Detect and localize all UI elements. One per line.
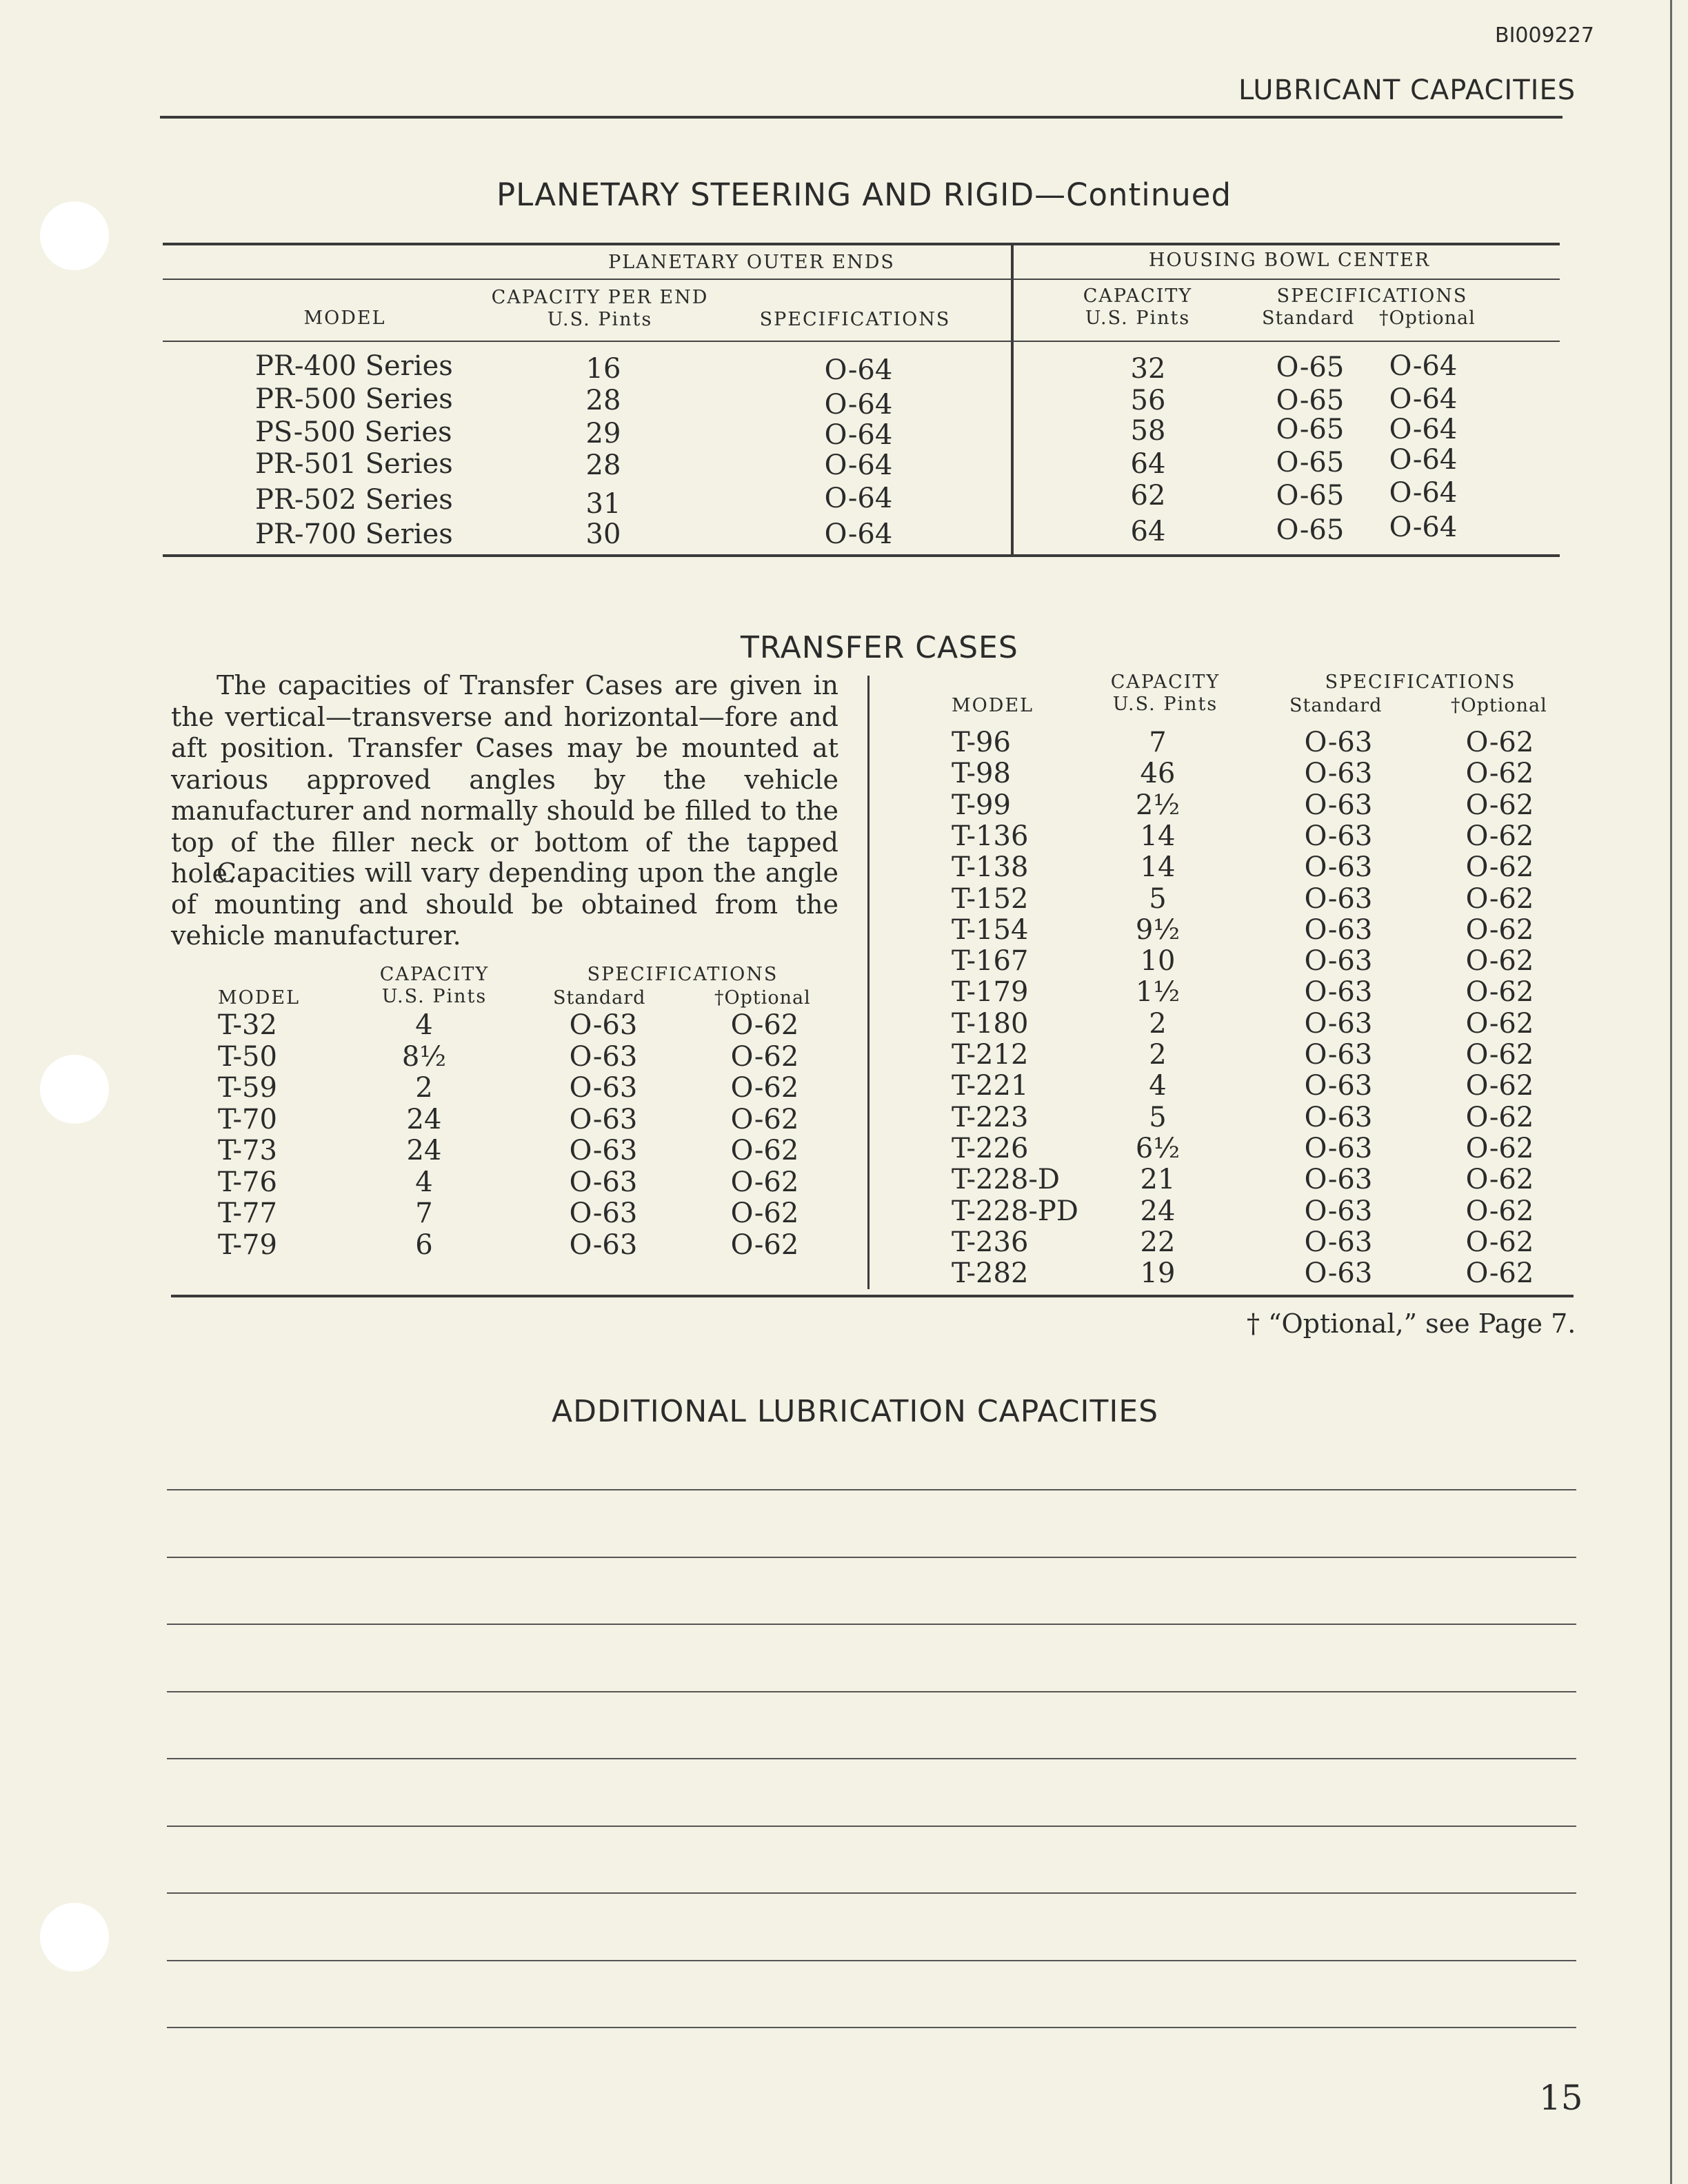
planetary-specification: O-64 bbox=[824, 518, 893, 550]
transfer-optional: O-62 bbox=[1465, 1007, 1534, 1040]
transfer-capacity: 24 bbox=[1140, 1195, 1176, 1227]
document-id: BI009227 bbox=[1495, 23, 1594, 48]
transfer-standard: O-63 bbox=[1304, 1101, 1373, 1133]
transfer-standard: O-63 bbox=[1304, 882, 1373, 915]
planetary-subheader-rule bbox=[163, 279, 1560, 280]
transfer-model: T-167 bbox=[952, 945, 1029, 978]
transfer-standard: O-63 bbox=[569, 1166, 638, 1198]
transfer-standard: O-63 bbox=[1304, 820, 1373, 852]
transfer-model: T-223 bbox=[952, 1101, 1029, 1133]
transfer-standard: O-63 bbox=[569, 1040, 638, 1073]
transfer-right-col-model: MODEL bbox=[952, 695, 1034, 716]
transfer-left-col-specifications: SPECIFICATIONS bbox=[587, 964, 778, 985]
blank-line bbox=[167, 1892, 1576, 1894]
transfer-capacity: 4 bbox=[1149, 1070, 1167, 1102]
running-head: LUBRICANT CAPACITIES bbox=[1238, 74, 1576, 106]
transfer-capacity: 19 bbox=[1140, 1257, 1176, 1290]
binder-hole-bottom bbox=[40, 1903, 109, 1972]
transfer-capacity: 10 bbox=[1140, 945, 1176, 978]
transfer-capacity: 14 bbox=[1140, 820, 1176, 852]
transfer-optional: O-62 bbox=[1465, 1226, 1534, 1258]
planetary-specification: O-64 bbox=[824, 483, 893, 514]
transfer-standard: O-63 bbox=[1304, 1039, 1373, 1071]
transfer-optional: O-62 bbox=[730, 1072, 799, 1104]
planetary-capacity: 28 bbox=[585, 449, 621, 481]
transfer-standard: O-63 bbox=[1304, 1132, 1373, 1164]
housing-capacity: 62 bbox=[1130, 480, 1166, 512]
transfer-standard: O-63 bbox=[1304, 1195, 1373, 1227]
transfer-standard: O-63 bbox=[1304, 976, 1373, 1009]
transfer-optional: O-62 bbox=[1465, 976, 1534, 1009]
transfer-standard: O-63 bbox=[1304, 1164, 1373, 1196]
transfer-optional: O-62 bbox=[1465, 1039, 1534, 1071]
header-rule bbox=[160, 116, 1563, 119]
transfer-column-divider bbox=[867, 676, 870, 1289]
transfer-capacity: 2½ bbox=[1135, 789, 1180, 821]
transfer-capacity: 2 bbox=[1149, 1039, 1167, 1071]
transfer-optional: O-62 bbox=[1465, 1164, 1534, 1196]
transfer-optional: O-62 bbox=[730, 1103, 799, 1135]
transfer-left-col-optional: †Optional bbox=[714, 987, 811, 1009]
blank-line bbox=[167, 1557, 1576, 1558]
planetary-table-bottom-rule bbox=[163, 554, 1560, 557]
housing-capacity: 64 bbox=[1130, 516, 1166, 547]
transfer-standard: O-63 bbox=[569, 1009, 638, 1041]
transfer-model: T-50 bbox=[218, 1040, 277, 1073]
transfer-standard: O-63 bbox=[1304, 913, 1373, 946]
blank-line bbox=[167, 1826, 1576, 1827]
transfer-standard: O-63 bbox=[569, 1228, 638, 1261]
blank-line bbox=[167, 1489, 1576, 1490]
transfer-capacity: 5 bbox=[1149, 1101, 1167, 1133]
transfer-optional: O-62 bbox=[1465, 820, 1534, 852]
page-edge-line bbox=[1670, 0, 1672, 2184]
transfer-capacity: 4 bbox=[415, 1166, 433, 1198]
housing-col-optional: †Optional bbox=[1379, 307, 1476, 329]
housing-capacity: 32 bbox=[1130, 353, 1166, 385]
transfer-right-col-specifications: SPECIFICATIONS bbox=[1325, 671, 1516, 693]
transfer-optional: O-62 bbox=[730, 1040, 799, 1073]
transfer-model: T-98 bbox=[952, 758, 1011, 790]
transfer-optional: O-62 bbox=[730, 1197, 799, 1229]
transfer-capacity: 8½ bbox=[401, 1040, 447, 1073]
transfer-model: T-152 bbox=[952, 882, 1029, 915]
transfer-model: T-221 bbox=[952, 1070, 1029, 1102]
transfer-cases-title: TRANSFER CASES bbox=[741, 630, 1018, 665]
transfer-optional: O-62 bbox=[1465, 1195, 1534, 1227]
transfer-right-col-capacity-line2: U.S. Pints bbox=[1112, 694, 1218, 715]
blank-line bbox=[167, 1691, 1576, 1692]
transfer-model: T-79 bbox=[218, 1228, 277, 1261]
transfer-standard: O-63 bbox=[1304, 851, 1373, 884]
planetary-specification: O-64 bbox=[824, 449, 893, 481]
transfer-model: T-77 bbox=[218, 1197, 277, 1229]
transfer-capacity: 24 bbox=[406, 1103, 442, 1135]
transfer-model: T-136 bbox=[952, 820, 1029, 852]
housing-optional: O-64 bbox=[1389, 477, 1458, 509]
transfer-model: T-236 bbox=[952, 1226, 1029, 1258]
transfer-left-col-capacity-line2: U.S. Pints bbox=[381, 986, 488, 1007]
planetary-specification: O-64 bbox=[824, 389, 893, 421]
transfer-right-col-standard: Standard bbox=[1289, 695, 1383, 716]
transfer-bottom-rule bbox=[171, 1295, 1574, 1297]
transfer-standard: O-63 bbox=[1304, 1007, 1373, 1040]
housing-capacity: 58 bbox=[1130, 415, 1166, 447]
housing-col-capacity-line1: CAPACITY bbox=[1083, 285, 1193, 307]
transfer-capacity: 2 bbox=[1149, 1007, 1167, 1040]
transfer-model: T-228-PD bbox=[952, 1195, 1078, 1227]
transfer-capacity: 2 bbox=[415, 1072, 433, 1104]
transfer-capacity: 46 bbox=[1140, 758, 1176, 790]
transfer-optional: O-62 bbox=[730, 1135, 799, 1166]
transfer-note-paragraph bbox=[171, 858, 838, 952]
housing-col-specifications: SPECIFICATIONS bbox=[1276, 285, 1468, 307]
housing-optional: O-64 bbox=[1389, 414, 1458, 445]
planetary-model: PR-700 Series bbox=[255, 518, 453, 550]
planetary-model: PR-501 Series bbox=[255, 448, 453, 480]
planetary-capacity: 31 bbox=[585, 488, 621, 520]
transfer-right-col-optional: †Optional bbox=[1451, 695, 1547, 716]
transfer-optional: O-62 bbox=[1465, 882, 1534, 915]
transfer-capacity: 7 bbox=[415, 1197, 433, 1229]
transfer-standard: O-63 bbox=[1304, 1070, 1373, 1102]
blank-line bbox=[167, 1624, 1576, 1625]
planetary-specification: O-64 bbox=[824, 419, 893, 451]
transfer-standard: O-63 bbox=[1304, 727, 1373, 758]
transfer-optional: O-62 bbox=[1465, 1257, 1534, 1290]
housing-col-standard: Standard bbox=[1262, 307, 1355, 329]
housing-col-capacity-line2: U.S. Pints bbox=[1085, 307, 1191, 329]
transfer-model: T-180 bbox=[952, 1007, 1029, 1040]
planetary-capacity: 28 bbox=[585, 385, 621, 416]
optional-footnote: † “Optional,” see Page 7. bbox=[1247, 1308, 1576, 1339]
housing-standard: O-65 bbox=[1276, 385, 1345, 416]
binder-hole-top bbox=[40, 201, 109, 270]
planetary-table-top-rule bbox=[163, 243, 1560, 245]
transfer-left-col-model: MODEL bbox=[218, 987, 301, 1009]
transfer-standard: O-63 bbox=[569, 1135, 638, 1166]
transfer-right-col-capacity-line1: CAPACITY bbox=[1110, 671, 1220, 693]
transfer-standard: O-63 bbox=[1304, 758, 1373, 790]
transfer-optional: O-62 bbox=[1465, 789, 1534, 821]
transfer-capacity: 6 bbox=[415, 1228, 433, 1261]
planetary-model: PR-502 Series bbox=[255, 484, 453, 516]
housing-standard: O-65 bbox=[1276, 514, 1345, 546]
transfer-model: T-138 bbox=[952, 851, 1029, 884]
planetary-capacity: 16 bbox=[585, 353, 621, 385]
transfer-standard: O-63 bbox=[569, 1197, 638, 1229]
transfer-optional: O-62 bbox=[1465, 1101, 1534, 1133]
planetary-table-divider bbox=[1011, 243, 1014, 557]
housing-capacity: 64 bbox=[1130, 448, 1166, 480]
transfer-capacity: 24 bbox=[406, 1135, 442, 1166]
transfer-standard: O-63 bbox=[1304, 1257, 1373, 1290]
transfer-capacity: 4 bbox=[415, 1009, 433, 1041]
transfer-intro-paragraph bbox=[171, 670, 838, 890]
housing-standard: O-65 bbox=[1276, 352, 1345, 383]
transfer-standard: O-63 bbox=[569, 1103, 638, 1135]
transfer-capacity: 7 bbox=[1149, 727, 1167, 758]
transfer-optional: O-62 bbox=[730, 1166, 799, 1198]
transfer-capacity: 9½ bbox=[1135, 913, 1180, 946]
planetary-title-continued: —Continued bbox=[1034, 176, 1232, 213]
transfer-capacity: 5 bbox=[1149, 882, 1167, 915]
planetary-header-bottom-rule bbox=[163, 341, 1560, 342]
planetary-capacity: 29 bbox=[585, 418, 621, 449]
planetary-specification: O-64 bbox=[824, 354, 893, 386]
transfer-note-text: Capacities will vary depending upon the angle of mounting and should be obtained from the vehicle manufacturer. bbox=[171, 858, 838, 951]
transfer-model: T-228-D bbox=[952, 1164, 1060, 1196]
transfer-capacity: 14 bbox=[1140, 851, 1176, 884]
transfer-optional: O-62 bbox=[730, 1228, 799, 1261]
planetary-col-model: MODEL bbox=[303, 307, 386, 329]
transfer-model: T-282 bbox=[952, 1257, 1029, 1290]
transfer-optional: O-62 bbox=[1465, 758, 1534, 790]
housing-standard: O-65 bbox=[1276, 414, 1345, 445]
group-header-housing-bowl: HOUSING BOWL CENTER bbox=[1148, 250, 1431, 271]
transfer-model: T-96 bbox=[952, 727, 1011, 758]
housing-standard: O-65 bbox=[1276, 480, 1345, 512]
additional-title: ADDITIONAL LUBRICATION CAPACITIES bbox=[552, 1394, 1159, 1429]
housing-capacity: 56 bbox=[1130, 385, 1166, 416]
transfer-model: T-179 bbox=[952, 976, 1029, 1009]
housing-optional: O-64 bbox=[1389, 350, 1458, 382]
transfer-model: T-154 bbox=[952, 913, 1029, 946]
blank-line bbox=[167, 2027, 1576, 2028]
page-number: 15 bbox=[1539, 2078, 1583, 2118]
transfer-intro-text: The capacities of Transfer Cases are given in the vertical—transverse and horizontal—fore and aft position. Transfer Cases may be mounted at various approved angles by the vehicle manufacturer and normally should be filled to the top of the filler neck or bottom of the tapped hole. bbox=[171, 670, 838, 889]
housing-standard: O-65 bbox=[1276, 447, 1345, 478]
transfer-model: T-73 bbox=[218, 1135, 277, 1166]
transfer-left-col-capacity-line1: CAPACITY bbox=[379, 964, 490, 985]
transfer-optional: O-62 bbox=[730, 1009, 799, 1041]
transfer-standard: O-63 bbox=[569, 1072, 638, 1104]
transfer-optional: O-62 bbox=[1465, 945, 1534, 978]
transfer-model: T-99 bbox=[952, 789, 1011, 821]
blank-line bbox=[167, 1758, 1576, 1759]
transfer-model: T-70 bbox=[218, 1103, 277, 1135]
transfer-standard: O-63 bbox=[1304, 945, 1373, 978]
planetary-col-capacity-line2: U.S. Pints bbox=[547, 309, 653, 330]
transfer-model: T-212 bbox=[952, 1039, 1029, 1071]
planetary-title bbox=[496, 176, 1232, 213]
housing-optional: O-64 bbox=[1389, 512, 1458, 543]
transfer-standard: O-63 bbox=[1304, 1226, 1373, 1258]
blank-line bbox=[167, 1960, 1576, 1961]
planetary-col-capacity-line1: CAPACITY PER END bbox=[491, 287, 709, 308]
transfer-model: T-226 bbox=[952, 1132, 1029, 1164]
transfer-optional: O-62 bbox=[1465, 851, 1534, 884]
planetary-col-specifications: SPECIFICATIONS bbox=[759, 309, 951, 330]
transfer-optional: O-62 bbox=[1465, 913, 1534, 946]
transfer-capacity: 21 bbox=[1140, 1164, 1176, 1196]
transfer-capacity: 22 bbox=[1140, 1226, 1176, 1258]
transfer-capacity: 1½ bbox=[1135, 976, 1180, 1009]
transfer-left-col-standard: Standard bbox=[553, 987, 646, 1009]
planetary-title-main: PLANETARY STEERING AND RIGID bbox=[496, 176, 1035, 213]
housing-optional: O-64 bbox=[1389, 444, 1458, 476]
binder-hole-middle bbox=[40, 1055, 109, 1124]
planetary-capacity: 30 bbox=[585, 518, 621, 550]
transfer-standard: O-63 bbox=[1304, 789, 1373, 821]
planetary-model: PS-500 Series bbox=[255, 416, 452, 448]
planetary-model: PR-500 Series bbox=[255, 383, 453, 415]
transfer-capacity: 6½ bbox=[1135, 1132, 1180, 1164]
transfer-model: T-76 bbox=[218, 1166, 277, 1198]
housing-optional: O-64 bbox=[1389, 383, 1458, 415]
transfer-model: T-32 bbox=[218, 1009, 277, 1041]
transfer-optional: O-62 bbox=[1465, 727, 1534, 758]
transfer-optional: O-62 bbox=[1465, 1070, 1534, 1102]
planetary-model: PR-400 Series bbox=[255, 350, 453, 382]
group-header-outer-ends: PLANETARY OUTER ENDS bbox=[608, 252, 895, 273]
transfer-optional: O-62 bbox=[1465, 1132, 1534, 1164]
transfer-model: T-59 bbox=[218, 1072, 277, 1104]
